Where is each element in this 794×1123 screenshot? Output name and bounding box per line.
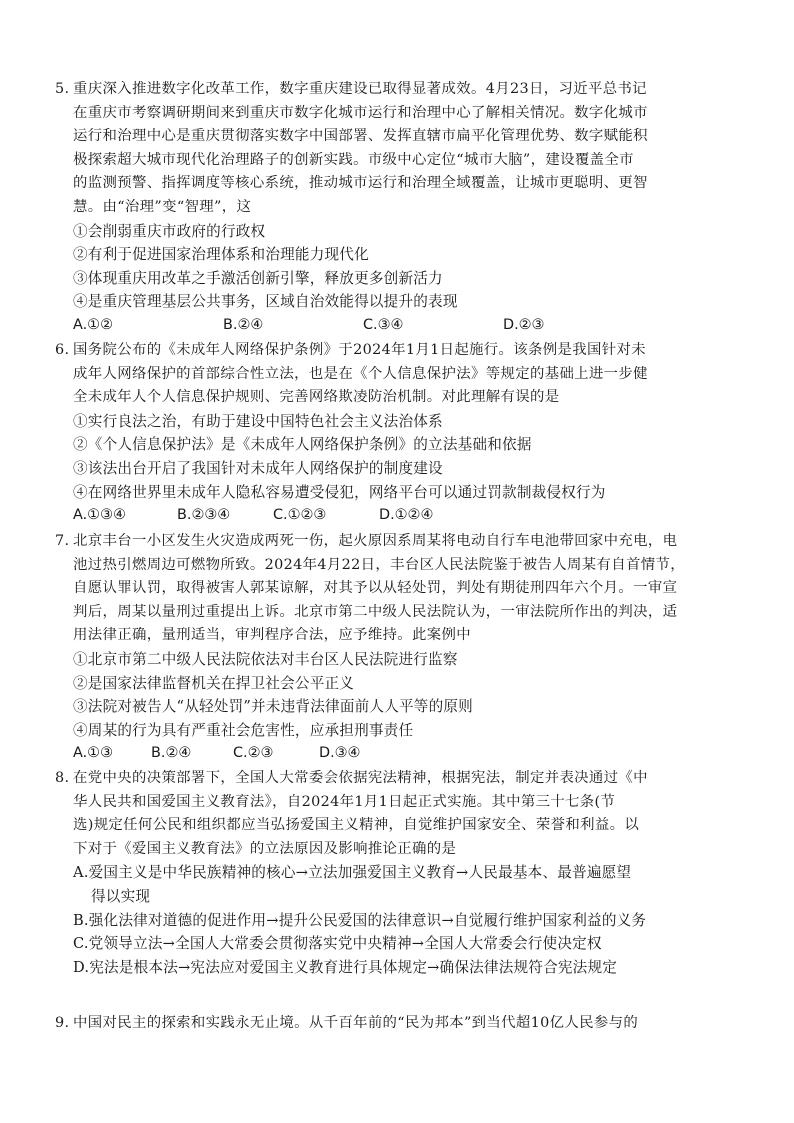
option-c-line1: C.党领导立法→全国人大常委会贯彻落实党中央精神→全国人大常委会行使决定权 [73, 935, 602, 953]
stem-line: 华人民共和国爱国主义教育法》，自2024年1月1日起正式实施。其中第三十七条(节 [73, 793, 616, 810]
stem-line: 下对于《爱国主义教育法》的立法原因及影响推论正确的是 [73, 840, 457, 857]
question-7-stem [55, 530, 723, 648]
answer-choices [73, 504, 723, 528]
stem-line: 中国对民主的探索和实践永无止境。从千百年前的“民为邦本”到当代超10亿人民参与的 [73, 1015, 639, 1031]
stem-line: 极探索超大城市现代化治理路子的创新实践。市级中心定位“城市大脑”，建设覆盖全市 [73, 151, 634, 168]
question-6 [55, 339, 723, 528]
statement-1: ①北京市第二中级人民法院依法对丰台区人民法院进行监察 [73, 650, 458, 668]
answer-d: D.③④ [319, 745, 361, 762]
stem-line: 用法律正确，量刑适当，审判程序合法，应予维持。此案例中 [73, 627, 471, 644]
question-8-stem [55, 767, 723, 861]
statement-1: ①实行良法之治，有助于建设中国特色社会主义法治体系 [73, 412, 443, 430]
answer-a: A.①③ [73, 745, 113, 762]
question-7 [55, 530, 723, 766]
option-d [73, 956, 723, 980]
question-6-stem [55, 339, 723, 410]
statement-1: ①会削弱重庆市政府的行政权 [73, 222, 266, 240]
stem-line: 慧。由“治理”变“智理”，这 [73, 198, 252, 215]
answer-d: D.②③ [503, 316, 545, 333]
stem-line: 在党中央的决策部署下，全国人大常委会依据宪法精神，根据宪法，制定并表决通过《中 [73, 770, 648, 786]
question-5-number: 5. [55, 81, 70, 97]
option-c [73, 932, 723, 956]
stem-line: 国务院公布的《未成年人网络保护条例》于2024年1月1日起施行。该条例是我国针对未 [73, 342, 646, 358]
statement-3: ③体现重庆用改革之手激活创新引擎，释放更多创新活力 [73, 269, 443, 287]
answer-c: C.③④ [363, 316, 404, 333]
stem-line: 选)规定任何公民和组织都应当弘扬爱国主义精神，自觉维护国家安全、荣誉和利益。以 [73, 817, 640, 834]
option-b-line1: B.强化法律对道德的促进作用→提升公民爱国的法律意识→自觉履行维护国家利益的义务 [73, 911, 647, 929]
question-9 [55, 1012, 723, 1036]
question-6-number: 6. [55, 342, 70, 358]
stem-line: 全未成年人个人信息保护规则、完善网络欺凌防治机制。对此理解有误的是 [73, 389, 560, 406]
stem-line: 池过热引燃周边可燃物所致。2024年4月22日，丰台区人民法院鉴于被告人周某有自首情节， [73, 556, 685, 573]
answer-a: A.①② [73, 316, 113, 333]
stem-line: 在重庆市考察调研期间来到重庆市数字化城市运行和治理中心了解相关情况。数字化城市 [73, 104, 648, 121]
statement-3: ③该法出台开启了我国针对未成年人网络保护的制度建设 [73, 459, 443, 477]
answer-a: A.①③④ [73, 507, 126, 524]
stem-line: 自愿认罪认罚，取得被害人郭某谅解，对其予以从轻处罚，判处有期徒刑四年六个月。一审宣 [73, 580, 678, 597]
answer-choices [73, 742, 723, 766]
statement-2: ②有利于促进国家治理体系和治理能力现代化 [73, 246, 369, 264]
question-7-number: 7. [55, 533, 70, 549]
answer-b: B.②④ [151, 745, 192, 762]
stem-line: 北京丰台一小区发生火灾造成两死一伤，起火原因系周某将电动自行车电池带回家中充电，电 [73, 533, 678, 549]
stem-line: 运行和治理中心是重庆贯彻落实数字中国部署、发挥直辖市扁平化管理优势、数字赋能积 [73, 128, 648, 145]
stem-line: 成年人网络保护的首部综合性立法，也是在《个人信息保护法》等规定的基础上进一步健 [73, 365, 648, 382]
option-b [73, 909, 723, 933]
option-d-line1: D.宪法是根本法→宪法应对爱国主义教育进行具体规定→确保法律法规符合宪法规定 [73, 958, 618, 976]
answer-b: B.②④ [223, 316, 264, 333]
statement-2: ②《个人信息保护法》是《未成年人网络保护条例》的立法基础和依据 [73, 436, 532, 454]
option-a-line2: 得以实现 [91, 887, 151, 905]
stem-line: 重庆深入推进数字化改革工作，数字重庆建设已取得显著成效。4月23日，习近平总书记 [73, 81, 647, 97]
question-5 [55, 78, 723, 338]
statement-2: ②是国家法律监督机关在捍卫社会公平正义 [73, 674, 355, 692]
statement-4: ④在网络世界里未成年人隐私容易遭受侵犯，网络平台可以通过罚款制裁侵权行为 [73, 483, 606, 501]
stem-line: 判后，周某以量刑过重提出上诉。北京市第二中级人民法院认为，一审法院所作出的判决，适 [73, 603, 678, 620]
stem-line: 的监测预警、指挥调度等核心系统，推动城市运行和治理全域覆盖，让城市更聪明、更智 [73, 175, 648, 192]
answer-c: C.①②③ [273, 507, 327, 524]
question-8-number: 8. [55, 770, 70, 786]
answer-choices [73, 314, 723, 338]
statement-3: ③法院对被告人“从轻处罚”并未违背法律面前人人平等的原则 [73, 698, 473, 716]
statement-4: ④是重庆管理基层公共事务，区域自治效能得以提升的表现 [73, 293, 458, 311]
question-9-stem [55, 1012, 723, 1036]
answer-d: D.①②④ [379, 507, 434, 524]
question-5-stem [55, 78, 723, 220]
question-9-number: 9. [55, 1015, 70, 1031]
option-a [73, 861, 723, 908]
answer-b: B.②③④ [177, 507, 231, 524]
option-a-line1: A.爱国主义是中华民族精神的核心→立法加强爱国主义教育→人民最基本、最普遍愿望 [73, 864, 632, 882]
statement-4: ④周某的行为具有严重社会危害性，应承担刑事责任 [73, 721, 414, 739]
answer-c: C.②③ [233, 745, 274, 762]
question-8 [55, 767, 723, 979]
